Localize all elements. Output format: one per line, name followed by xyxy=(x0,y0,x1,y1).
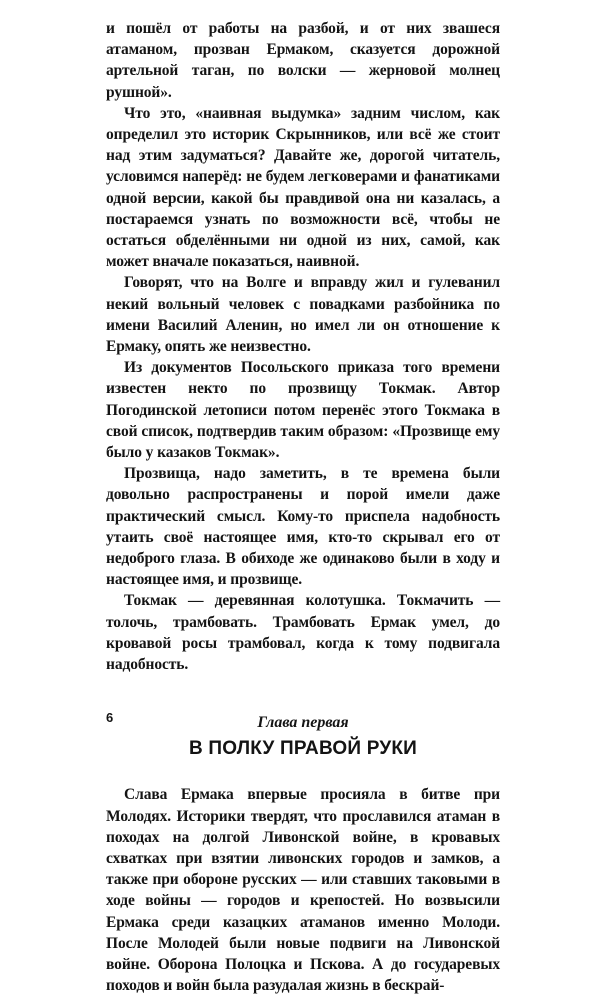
paragraph: Говорят, что на Волге и вправду жил и гулеванил некий вольный человек с повадками разбойника по имени Василий Аленин, но имел ли он отношение к Ермаку, опять же неизвестно. xyxy=(106,274,500,356)
chapter-heading xyxy=(106,713,500,762)
chapter-title: В ПОЛКУ ПРАВОЙ РУКИ xyxy=(188,738,418,760)
page-number: 6 xyxy=(106,710,114,725)
paragraph: Слава Ермака впервые просияла в битве при Молодях. Историки твердят, что прославился атаман в походах на долгой Ливонской войне, в кровавых схватках при взятии ливонских городов и замков, а также при обороне русских — или ставших таковыми в ходе войны — городов и крепостей. Но возвысили Ермака среди казацких атаманов именно Молоди. После Молодей были новые подвиги на Ливонской войне. Оборона Полоцка и Пскова. А до государевых походов и войн была разудалая жизнь в бескрай- xyxy=(106,786,500,995)
paragraph: Токмак — деревянная колотушка. Токмачить — толочь, трамбовать. Трамбовать Ермак умел, до кровавой росы трамбовал, когда к тому подвигала надобность. xyxy=(106,592,500,674)
chapter-label: Глава первая xyxy=(257,714,349,732)
paragraph-continuation: и пошёл от работы на разбой, и от них звашеся атаманом, прозван Ермаком, сказуется дорожной артельной таган, по волски — жерновой молнец рушной». xyxy=(106,20,500,101)
chapter-text xyxy=(106,784,500,996)
paragraph: Из документов Посольского приказа того времени известен некто по прозвищу Токмак. Автор Погодинской летописи потом перенёс этого Токмака в свой список, подтвердив таким образом: «Прозвище ему было у казаков Токмак». xyxy=(106,359,500,462)
paragraph: Что это, «наивная выдумка» задним числом, как определил это историк Скрынников, или всё же стоит над этим задуматься? Давайте же, дорогой читатель, условимся наперёд: не будем легковерами и фанатиками одной версии, какой бы правдивой она ни казалась, а постараемся узнать по возможности всё, чтобы не остаться обделёнными ни одной из них, самой, как может вначале показаться, наивной. xyxy=(106,104,500,271)
book-page xyxy=(106,18,500,996)
intro-text xyxy=(106,18,500,675)
paragraph: Прозвища, надо заметить, в те времена были довольно распространены и порой имели даже практический смысл. Кому-то приспела надобность утаить своё настоящее имя, кто-то скрывал его от недоброго глаза. В обиходе же одинаково были в ходу и настоящее имя, и прозвище. xyxy=(106,465,500,589)
